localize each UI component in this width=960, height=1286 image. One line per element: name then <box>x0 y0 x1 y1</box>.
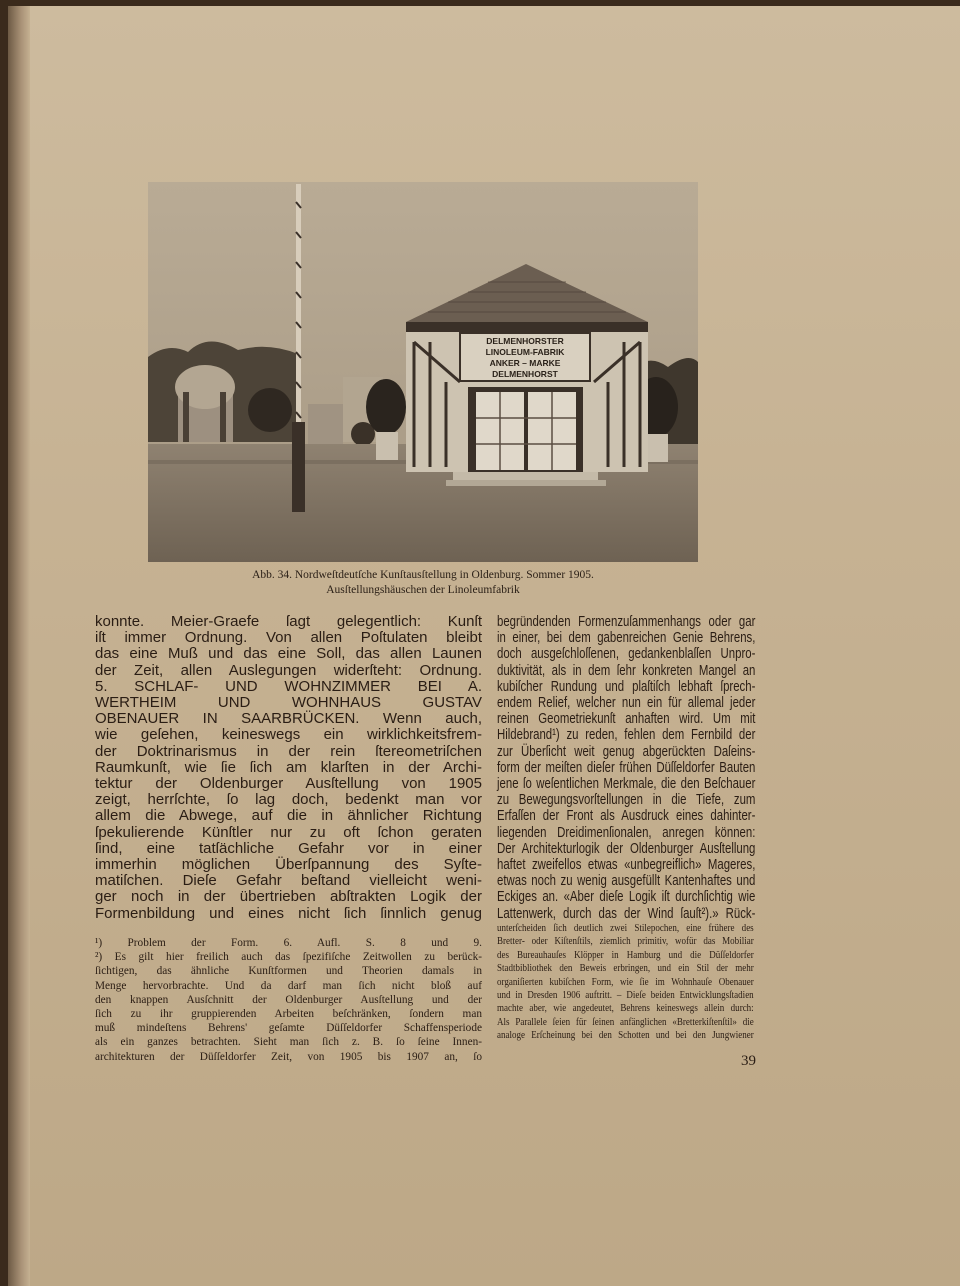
footnote-line: ſichtigen, das ähnliche Kunſtformen und Theorien damals in <box>95 965 482 978</box>
text-line: kubiſcher Rundung und plaſtiſch lebhaft ſprech- <box>497 677 756 695</box>
text-line: zur Überſicht weit genug abgerückten Daſeins- <box>497 742 756 760</box>
text-line: duktivität, als in dem ſehr konkreten Mangel an <box>497 661 756 679</box>
text-line: das eine Muß und das eine Soll, das allen Launen <box>95 645 482 663</box>
text-line: zeigt, herrſchte, ſo lag doch, bedenkt man vor <box>95 791 482 809</box>
footnote-line: ſich zu ihr gruppierenden Arbeiten beſchränken, ſondern man <box>95 1008 482 1021</box>
text-line: Erfaſſen der Front als Ausdruck eines dahinter- <box>497 807 756 825</box>
text-line: 5. SCHLAF- UND WOHNZIMMER BEI A. <box>95 677 482 695</box>
sign-line: DELMENHORST <box>492 369 558 379</box>
footnotes-left-column <box>95 936 482 1064</box>
text-line: ſind, eine tatſächliche Gefahr vor in einer <box>95 839 482 857</box>
footnote-line: Stadtbibliothek den Beweis erbringen, und ein Stil der mehr <box>497 963 754 975</box>
footnote-line: den knappen Ausſchnitt der Oldenburger Ausſtellung und der <box>95 993 482 1006</box>
text-line: zu Bewegungsvorſtellungen in die Tiefe, zum <box>497 791 756 809</box>
text-line: jene ſo weſentlichen Merkmale, die den Beſchauer <box>497 775 756 793</box>
footnote-line: Bretter- oder Kiſtenſtils, ziemlich primitiv, wofür das Mobiliar <box>497 936 754 948</box>
text-line: ger noch in der übertrieben abſtrakten Logik der <box>95 888 482 906</box>
footnote-line: und in Dresden 1906 auftritt. – Dieſe beiden Entwicklungsſtadien <box>497 990 754 1002</box>
footnote-line: architekturen der Düſſeldorfer Zeit, von 1905 bis 1907 an, ſo <box>95 1050 482 1063</box>
footnotes-right-column <box>497 922 754 1043</box>
text-line: in einer, bei dem gabenreichen Genie Behrens, <box>497 629 756 647</box>
footnote-line: muß mindeſtens Behrens' geſamte Düſſeldorfer Schaffensperiode <box>95 1022 482 1035</box>
figure-caption <box>148 568 698 598</box>
text-line: Raumkunſt, wie ſie ſich am klarſten in der Archi- <box>95 758 482 776</box>
caption-title: Abb. 34. Nordweſtdeutſche Kunſtausſtellung in Oldenburg. Sommer 1905. <box>252 569 594 581</box>
text-line: matiſchen. Dieſe Gefahr beſtand vielleicht weni- <box>95 872 482 890</box>
pavilion-sign <box>460 333 590 381</box>
sign-line: LINOLEUM-FABRIK <box>485 347 565 357</box>
text-line: begründenden Formenzuſammenhangs oder gar <box>497 613 756 630</box>
footnote-line: ¹) Problem der Form. 6. Aufl. S. 8 und 9. <box>95 937 482 949</box>
text-line: doch ausgeſchloſſenen, gedankenblaſſen Unpro- <box>497 645 756 663</box>
footnote-line: analoge Erſcheinung bei den Schotten und bei den Jungwiener <box>497 1030 754 1042</box>
text-line: haftet zweifellos etwas «unbegreiflich» Mageres, <box>497 856 756 874</box>
text-line: Lattenwerk, durch das der Wind ſauſt²).» Rück- <box>497 904 756 922</box>
footnote-line: als ein ganzes betrachten. Sieht man ſich z. B. ſo ſeine Innen- <box>95 1036 482 1049</box>
text-line: Eckiges an. «Aber dieſe Logik iſt durchſichtig wie <box>497 888 756 906</box>
footnote-line: Menge hervorbrachte. Und da darf man ſich nicht bloß auf <box>95 979 482 992</box>
text-line: form der meiſten dieſer frühen Düſſeldorfer Bauten <box>497 758 756 776</box>
page-number: 39 <box>741 1053 756 1069</box>
text-line: liegenden Dreidimenſionalen, anregen können: <box>497 823 756 841</box>
text-line: ſpekulierende Künſtler nur zu oft ſchon geraten <box>95 823 482 841</box>
body-text-left-column <box>95 614 482 922</box>
sign-line: ANKER – MARKE <box>489 358 561 368</box>
text-line: der Zeit, allen Auslegungen widerſteht: Ordnung. <box>95 661 482 679</box>
text-line: immerhin möglichen Überſpannung des Syſte- <box>95 856 482 874</box>
footnote-line: des Bureauhauſes Klöpper in Hamburg und die Düſſeldorfer <box>497 949 754 961</box>
footnote-line: unterſcheiden ſich deutlich zwei Stilepochen, eine frühere des <box>497 923 754 934</box>
text-line: endem Relief, welcher nun ein für allemal jeder <box>497 694 756 712</box>
text-line: tektur der Oldenburger Ausſtellung von 1905 <box>95 775 482 793</box>
text-line: WERTHEIM UND WOHNHAUS GUSTAV <box>95 694 482 712</box>
text-line: Formenbildung und eines nicht ſich ſinnlich genug <box>95 904 482 922</box>
text-line: etwas noch zu wenig ausgefüllt Kantenhaftes und <box>497 872 756 890</box>
page-gutter <box>8 6 30 1286</box>
footnote-line: machte aber, wie angedeutet, Behrens keineswegs allein durch: <box>497 1003 754 1015</box>
text-line: wie geſehen, keineswegs ein wirklichkeitsfrem- <box>95 726 482 744</box>
sign-line: DELMENHORSTER <box>486 336 564 346</box>
text-line: Hildebrand¹) zu reden, fehlen dem Fernbild der <box>497 726 756 744</box>
body-text-right-column <box>497 614 755 922</box>
figure-photo-exhibition-pavilion <box>148 182 698 562</box>
text-line: konnte. Meier-Graefe ſagt gelegentlich: Kunſt <box>95 613 482 630</box>
footnote-line: Als Parallele ſeien für ſeinen anfänglichen «Bretterkiſtenſtil» die <box>497 1016 754 1028</box>
footnote-line: ²) Es gilt hier freilich auch das ſpezifiſche Zeitwollen zu berück- <box>95 951 482 964</box>
footnote-line: organiſierten kubiſchen Form, wie ſie im Wohnhauſe Obenauer <box>497 976 754 988</box>
caption-subtitle: Ausſtellungshäuschen der Linoleumfabrik <box>326 584 520 596</box>
text-line: der Doktrinarismus in der rein ſtereometriſchen <box>95 742 482 760</box>
text-line: iſt immer Ordnung. Von allen Poſtulaten bleibt <box>95 629 482 647</box>
text-line: OBENAUER IN SAARBRÜCKEN. Wenn auch, <box>95 710 482 728</box>
text-line: reinen Geometriekunſt anhaften wird. Um mit <box>497 710 756 728</box>
text-line: Der Architekturlogik der Oldenburger Ausſtellung <box>497 839 756 857</box>
text-line: allem die Abwege, auf die in ähnlicher Richtung <box>95 807 482 825</box>
